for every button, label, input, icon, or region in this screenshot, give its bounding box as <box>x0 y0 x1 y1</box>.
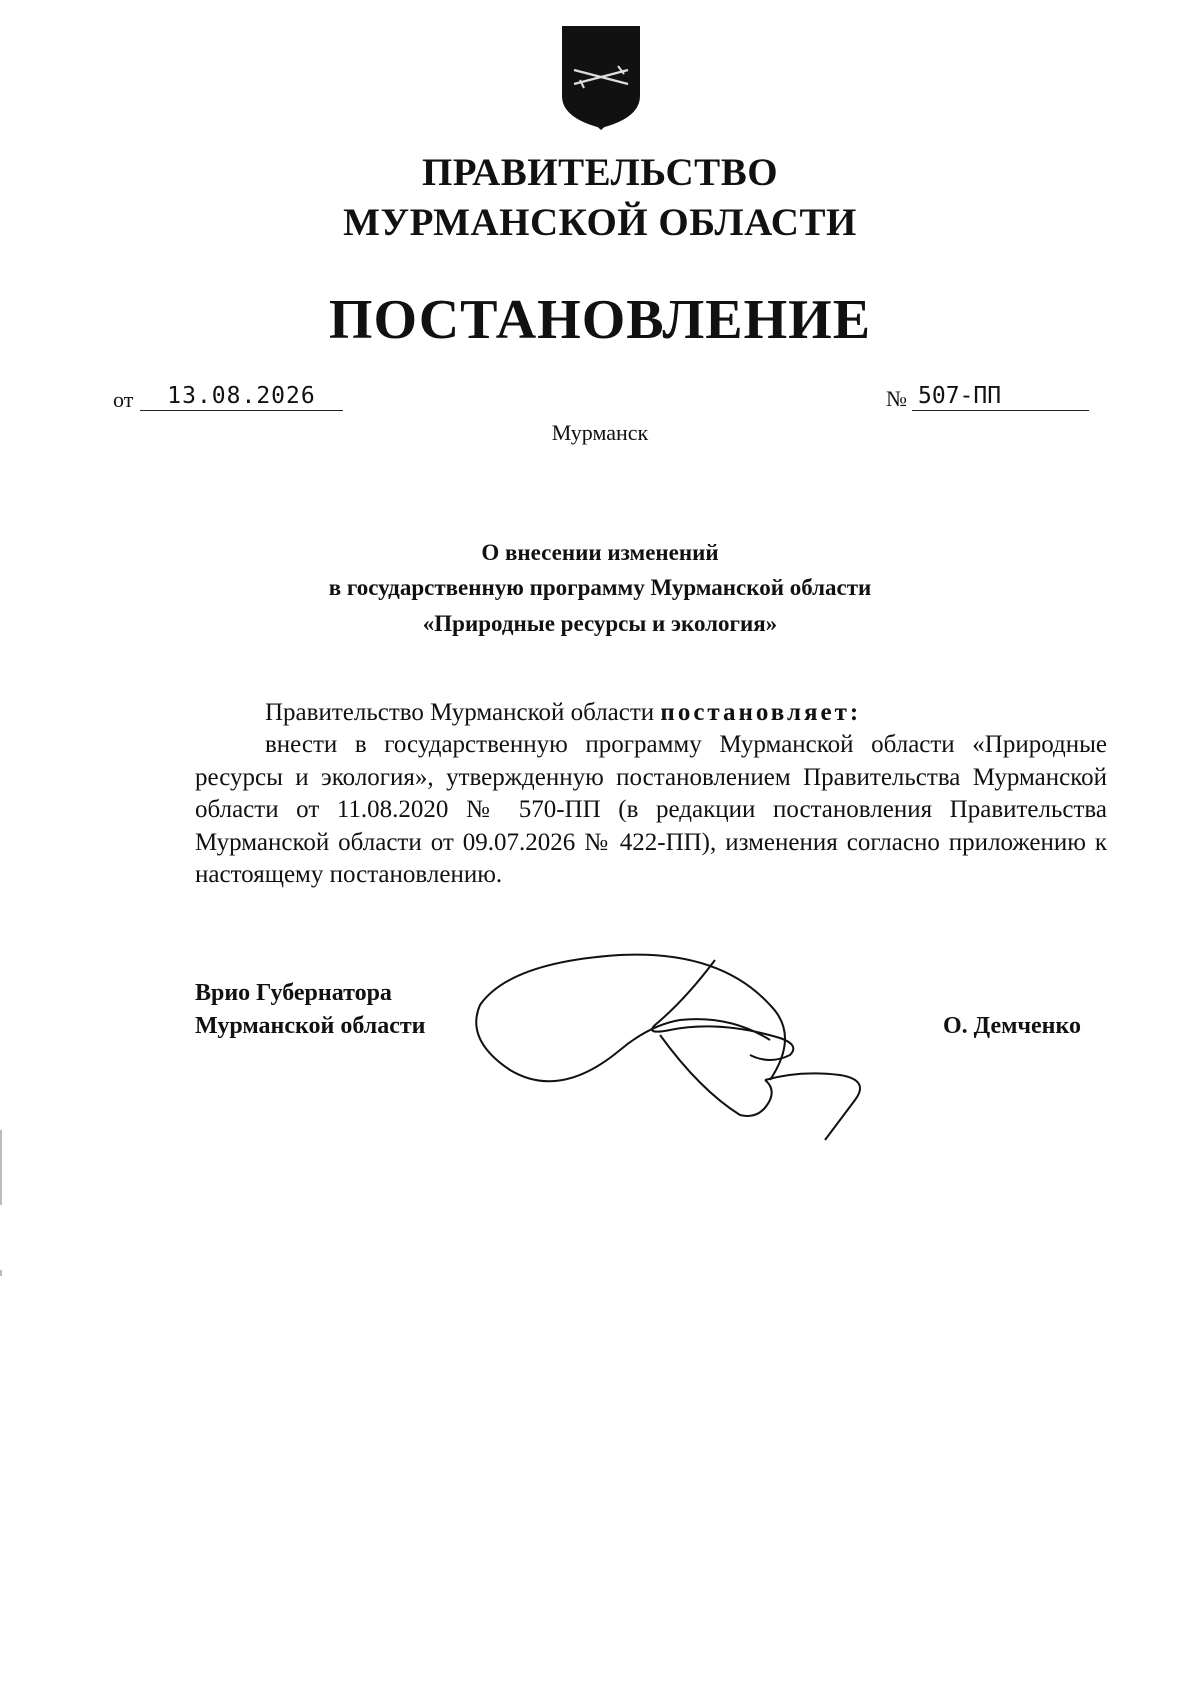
decree-word: постановляет: <box>660 699 862 726</box>
intro-text: Правительство Мурманской области <box>265 699 661 726</box>
city-name: Мурманск <box>551 420 649 445</box>
government-name-line2: МУРМАНСКОЙ ОБЛАСТИ <box>343 201 857 244</box>
scan-edge-mark <box>0 1270 2 1276</box>
intro-paragraph <box>195 697 1107 730</box>
document-type-title: ПОСТАНОВЛЕНИЕ <box>328 289 872 351</box>
subject-line2: в государственную программу Мурманской области <box>328 575 872 600</box>
signer-name: О. Демченко <box>943 1013 1081 1039</box>
document-number: 507-ПП <box>918 383 1002 409</box>
number-label: № <box>886 386 907 411</box>
signer-position-line1: Врио Губернатора <box>195 980 392 1006</box>
coat-of-arms-icon <box>558 22 644 132</box>
signer-position-line2: Мурманской области <box>195 1013 426 1039</box>
resolution-paragraph: внести в государственную программу Мурманской области «Природные ресурсы и экология», утвержденную постановлением Правительства Мурманской области от 11.08.2020 № 570-ПП (в редакции постановления Правительства Мурманской области от 09.07.2026 № 422-ПП), изменения согласно приложению к настоящему постановлению. <box>195 731 1107 888</box>
date-label: от <box>113 387 134 412</box>
date-underline <box>140 410 343 411</box>
number-underline <box>912 410 1089 411</box>
scan-edge-mark <box>0 1130 2 1205</box>
subject-line1: О внесении изменений <box>481 540 719 565</box>
government-name-line1: ПРАВИТЕЛЬСТВО <box>421 151 779 194</box>
subject-line3: «Природные ресурсы и экология» <box>422 611 778 636</box>
document-date: 13.08.2026 <box>167 383 316 409</box>
handwritten-signature-icon <box>470 940 910 1160</box>
